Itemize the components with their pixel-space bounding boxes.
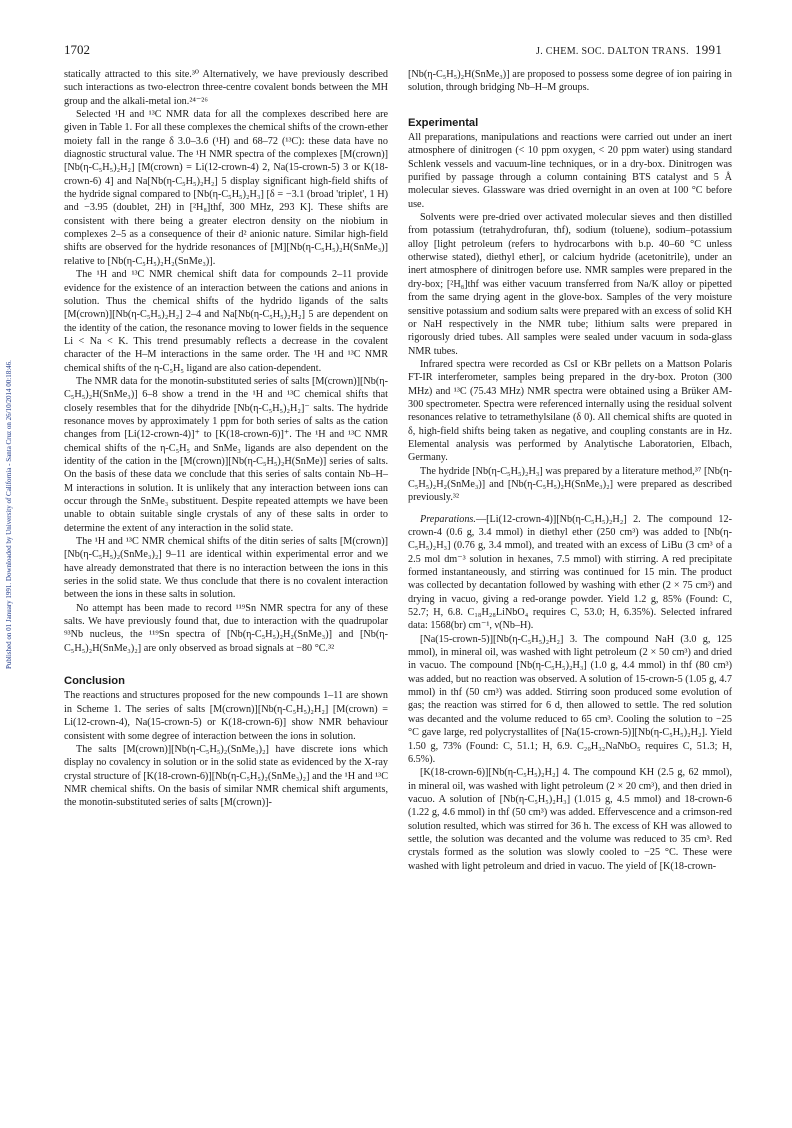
- journal-name: J. CHEM. SOC. DALTON TRANS.: [536, 46, 689, 57]
- journal-year: 1991: [694, 42, 723, 57]
- section-heading-experimental: Experimental: [408, 116, 479, 129]
- journal-header: [536, 42, 722, 58]
- right-column: [408, 68, 732, 873]
- paragraph-preparation-4: [K(18-crown-6)][Nb(η-C₅H₅)₂H₂] 4. The compound KH (2.5 g, 62 mmol), in mineral oil, was washed with light petroleum (2 × 20 cm³), and then dried in vacuo. A solution of [Nb(η-C₅H₅)₂H₃] (1.015 g, 4.5 mmol) and 18-crown-6 (1.22 g, 4.6 mmol) in thf (50 cm³) was added. Effervescence and a crimson-red solution resulted, which was stirred for 36 h. The excess of KH was allowed to settle, the solution was decanted and the volume was reduced to 35 cm³. Red crystals formed as the solution was slowly cooled to −25 °C. These were washed with light petroleum and dried in vacuo. The yield of [K(18-crown-: [408, 767, 732, 872]
- paragraph: No attempt has been made to record ¹¹⁹Sn NMR spectra for any of these salts. We have previously found that, due to interaction with the quadrupolar ⁹³Nb nucleus, the ¹¹⁹Sn spectra of [Nb(η-C₅H₅)₂H₂(SnMe₃)] and [Nb(η-C₅H₅)₂H(SnMe₃)₂] are only observed as broad signals at −80 °C.³²: [64, 602, 388, 654]
- paragraph: Selected ¹H and ¹³C NMR data for all the complexes described here are given in Table 1. For all these complexes the chemical shifts of the crown-ether moiety fall in the range δ 3.0–3.6 (¹H) and 68–72 (¹³C): these data have no diagnostic structural value. The ¹H NMR spectra of the complexes [M(crown)][Nb(η-C₅H₅)₂H₂] [M(crown) = Li(12-crown-4) 2, Na(15-crown-5) 3 or K(18-crown-6) 4] and Na[Nb(η-C₅H₅)₂H₂] 5 display significant high-field shifts of the hydride signal compared to [Nb(η-C₅H₅)₂H₃] [δ = −3.1 (broad 'triplet', 1 H) and −3.95 (doublet, 2H) in [²H₈]thf, 300 MHz, 293 K]. These shifts are consistent with there being a greater electron density on the niobium in complexes 2–5 as a consequence of their d² anionic nature. Similar high-field shifts are observed for the hydride resonances of [M][Nb(η-C₅H₅)₂H(SnMe₃)] relative to [Nb(η-C₅H₅)₂H₂(SnMe₃)].: [64, 109, 388, 267]
- left-column: [64, 68, 388, 810]
- paragraph: The ¹H and ¹³C NMR chemical shift data for compounds 2–11 provide evidence for the existence of an interaction between the cations and anions in solution. Thus the chemical shifts of the hydrido ligands of the salts [M(crown)][Nb(η-C₅H₅)₂H₂] 2–4 and Na[Nb(η-C₅H₅)₂H₂] 5 are dependent on the identity of the cation, the resonance moving to lower fields in the sequence Li < Na < K. This trend presumably reflects a decrease in the covalent character of the H–M interactions in the same order. The ¹H and ¹³C NMR chemical shifts of the η-C₅H₅ ligand are also cation-dependent.: [64, 269, 388, 374]
- page-number: 1702: [64, 42, 90, 57]
- paragraph: All preparations, manipulations and reactions were carried out under an inert atmosphere of dinitrogen (< 10 ppm oxygen, < 20 ppm water) using standard Schlenk vessels and vacuum-line techniques, or in a dry-box. Dinitrogen was purified by passage through a column containing BTS catalyst and 5 Å molecular sieves. Glassware was dried overnight in an oven at 100 °C before use.: [408, 132, 732, 210]
- paragraph: Infrared spectra were recorded as CsI or KBr pellets on a Mattson Polaris FT-IR interferometer, samples being prepared in the dry-box. Proton (300 MHz) and ¹³C (75.43 MHz) NMR spectra were obtained using a Brüker AM-300 spectrometer. Spectra were referenced internally using the residual solvent resonances relative to tetramethylsilane (δ 0). All chemical shifts are quoted in δ, high-field shifts being taken as negative, and coupling constants are in Hz. Elemental analysis was performed by Analytische Laboratorien, Elbach, Germany.: [408, 358, 732, 464]
- paragraph: statically attracted to this site.³⁰ Alternatively, we have previously described such interactions as two-electron three-centre covalent bonds between the MH group and the alkali-metal ion.²⁴⁻²⁶: [64, 69, 388, 107]
- paragraph: The reactions and structures proposed for the new compounds 1–11 are shown in Scheme 1. The series of salts [M(crown)][Nb(η-C₅H₅)₂H₂] [M(crown) = Li(12-crown-4), Na(15-crown-5) or K(18-crown-6)] show NMR behaviour consistent with some degree of interaction between the ions in solution.: [64, 690, 388, 742]
- paragraph-preparation-3: [Na(15-crown-5)][Nb(η-C₅H₅)₂H₂] 3. The compound NaH (3.0 g, 125 mmol), in mineral oil, was washed with light petroleum (2 × 50 cm³) and dried in vacuo. The compound [Nb(η-C₅H₅)₂H₃] (1.0 g, 4.4 mmol) in thf (80 cm³) was added, but no reaction was observed. A solution of 15-crown-5 (1.05 g, 4.7 mmol) in thf (50 cm³) was added. Stirring soon produced some evolution of gas; the reaction was stirred for 6 d, then allowed to settle. The red solution was decanted and the volume reduced to 65 cm³. Cooling the solution to −25 °C gave large, red polycrystallites of [Na(15-crown-5)][Nb(η-C₅H₅)₂H₂]. Yield 1.50 g, 73% (Found: C, 51.1; H, 6.9. C₂₀H₃₂NaNbO₅ requires C, 51.3; H, 6.5%).: [408, 633, 732, 765]
- preparations-label: Preparations.: [420, 513, 476, 525]
- paragraph: The hydride [Nb(η-C₅H₅)₂H₃] was prepared by a literature method,³⁷ [Nb(η-C₅H₅)₂H₂(SnMe₃)] and [Nb(η-C₅H₅)₂H(SnMe₃)₂] were prepared as described previously.³²: [408, 465, 732, 504]
- paragraph: Solvents were pre-dried over activated molecular sieves and then distilled from potassium (tetrahydrofuran, thf), sodium (toluene), sodium–potassium alloy [light petroleum (refers to hydrocarbons with b.p. 40–60 °C unless otherwise stated), diethyl ether], or calcium hydride (acetonitrile), under an inert atmosphere of dinitrogen before use. NMR samples were prepared in the dry-box; [²H₈]thf was either vacuum transferred from Na/K alloy or pipetted from the same drying agent in the glove-box. Samples of the very moisture sensitive potassium and sodium salts were prepared with an excess of solid KH or NaH respectively in the NMR tube; lithium salts were prepared in rigorously dried tubes. All samples were sealed under vacuum in soda-glass NMR tubes.: [408, 212, 732, 357]
- paragraph: The NMR data for the monotin-substituted series of salts [M(crown)][Nb(η-C₅H₅)₂H(SnMe₃)] 6–8 show a trend in the ¹H and ¹³C chemical shifts that closely resembles that for the dihydride [Nb(η-C₅H₅)₂H₂]⁻ salts. The hydride resonance moves by approximately 1 ppm for both series of salts as the cation changes from [Li(12-crown-4)]⁺ to [K(18-crown-6)]⁺. The ¹H and ¹³C NMR chemical shifts of the η-C₅H₅ and SnMe₃ ligands are also dependent on the identity of the cation in the [M(crown)][Nb(η-C₅H₅)₂H(SnMe)] series of salts. On the basis of these data we conclude that this series of salts contain Nb–H–M interactions in solution. It is unlikely that any interaction between ions can occur through the SnMe₃ substituent. Despite repeated attempts we have been unable to obtain suitable single crystals of any of these salts in order to determine the extent of any interaction in the solid state.: [64, 375, 388, 534]
- paragraph: [Nb(η-C₅H₅)₂H(SnMe₃)] are proposed to possess some degree of ion pairing in solution, through bridging Nb–H–M groups.: [408, 69, 732, 94]
- section-heading-conclusion: Conclusion: [64, 675, 125, 688]
- paragraph: The ¹H and ¹³C NMR chemical shifts of the ditin series of salts [M(crown)][Nb(η-C₅H₅)₂(SnMe₃)₂] 9–11 are identical within experimental error and we have already demonstrated that there is no interaction between the ions in this series in the solid state. We thus conclude that there is no covalent interaction between the ions in these salts in solution.: [64, 536, 388, 601]
- side-watermark[interactable]: Published on 01 January 1991. Downloaded by University of California - Santa Cruz on 26/10/2014 00:18:46.: [5, 360, 13, 669]
- paragraph-preparation-2: [408, 513, 732, 633]
- paragraph: The salts [M(crown)][Nb(η-C₅H₅)₂(SnMe₃)₂] have discrete ions which display no covalency in solution or in the solid state as evidenced by the X-ray crystal structure of [K(18-crown-6)][Nb(η-C₅H₅)₂(SnMe₃)₂] and the ¹H and ¹³C NMR chemical shifts. On the basis of similar NMR chemical shift arguments, the monotin-substituted series of salts [M(crown)]-: [64, 743, 388, 809]
- preparation-text: —[Li(12-crown-4)][Nb(η-C₅H₅)₂H₂] 2. The compound 12-crown-4 (0.6 g, 3.4 mmol) in diethyl ether (250 cm³) was added to [Nb(η-C₅H₅)₂H₃] (0.76 g, 3.4 mmol), and treated with an excess of LiBu (3 cm³ of a 2.5 mol dm⁻³ solution in hexanes, 7.5 mmol) with stirring. A red precipitate formed instantaneously, and stirring was continued for 15 min. The product was collected by decantation followed by washing with ether (2 × 75 cm³) and drying in vacuo, giving a red-orange powder. Yield 1.2 g, 85% (Found: C, 52.7; H, 6.8. C₁₈H₂₈LiNbO₄ requires C, 53.0; H, 6.35%). Selected infrared data: 1568(br) cm⁻¹, ν(Nb–H).: [408, 513, 732, 632]
